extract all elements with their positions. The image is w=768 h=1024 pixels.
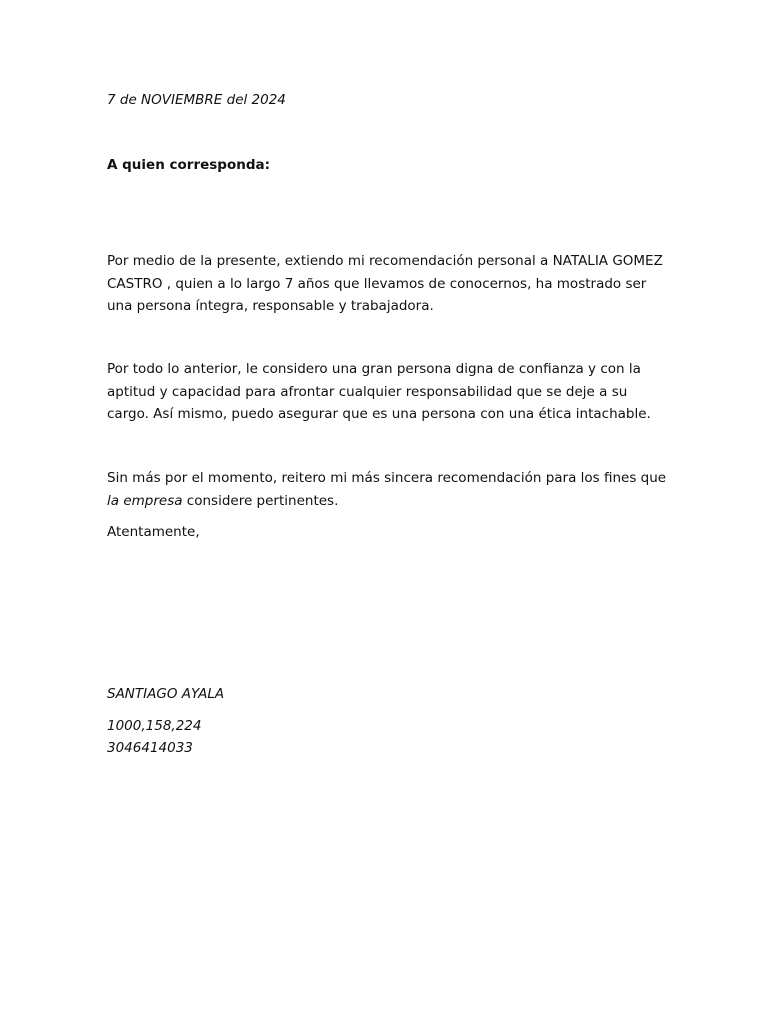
- letter-paragraph-closing-remark: [107, 467, 667, 512]
- letter-greeting: A quien corresponda:: [107, 157, 271, 173]
- letter-date: 7 de NOVIEMBRE del 2024: [107, 92, 286, 108]
- closing-remark-text-start: Sin más por el momento, reitero mi más sincera recomendación para los fines que: [107, 470, 667, 486]
- closing-remark-text-end: considere pertinentes.: [182, 492, 339, 509]
- letter-paragraph-qualities: Por todo lo anterior, le considero una gran persona digna de confianza y con la aptitud y capacidad para afrontar cualquier responsabilidad que se deje a su cargo. Así mismo, puedo asegurar que es una persona con una ética intachable.: [107, 361, 651, 422]
- signer-id-number: 1000,158,224: [107, 718, 202, 734]
- signer-phone: 3046414033: [107, 740, 193, 756]
- closing-remark-emphasis: la empresa: [107, 492, 183, 509]
- signer-name: SANTIAGO AYALA: [107, 686, 225, 702]
- letter-closing: Atentamente,: [107, 524, 200, 540]
- letter-paragraph-recommendation: Por medio de la presente, extiendo mi recomendación personal a NATALIA GOMEZ CASTRO , quien a lo largo 7 años que llevamos de conocernos, ha mostrado ser una persona íntegra, responsable y trabajadora.: [107, 253, 663, 314]
